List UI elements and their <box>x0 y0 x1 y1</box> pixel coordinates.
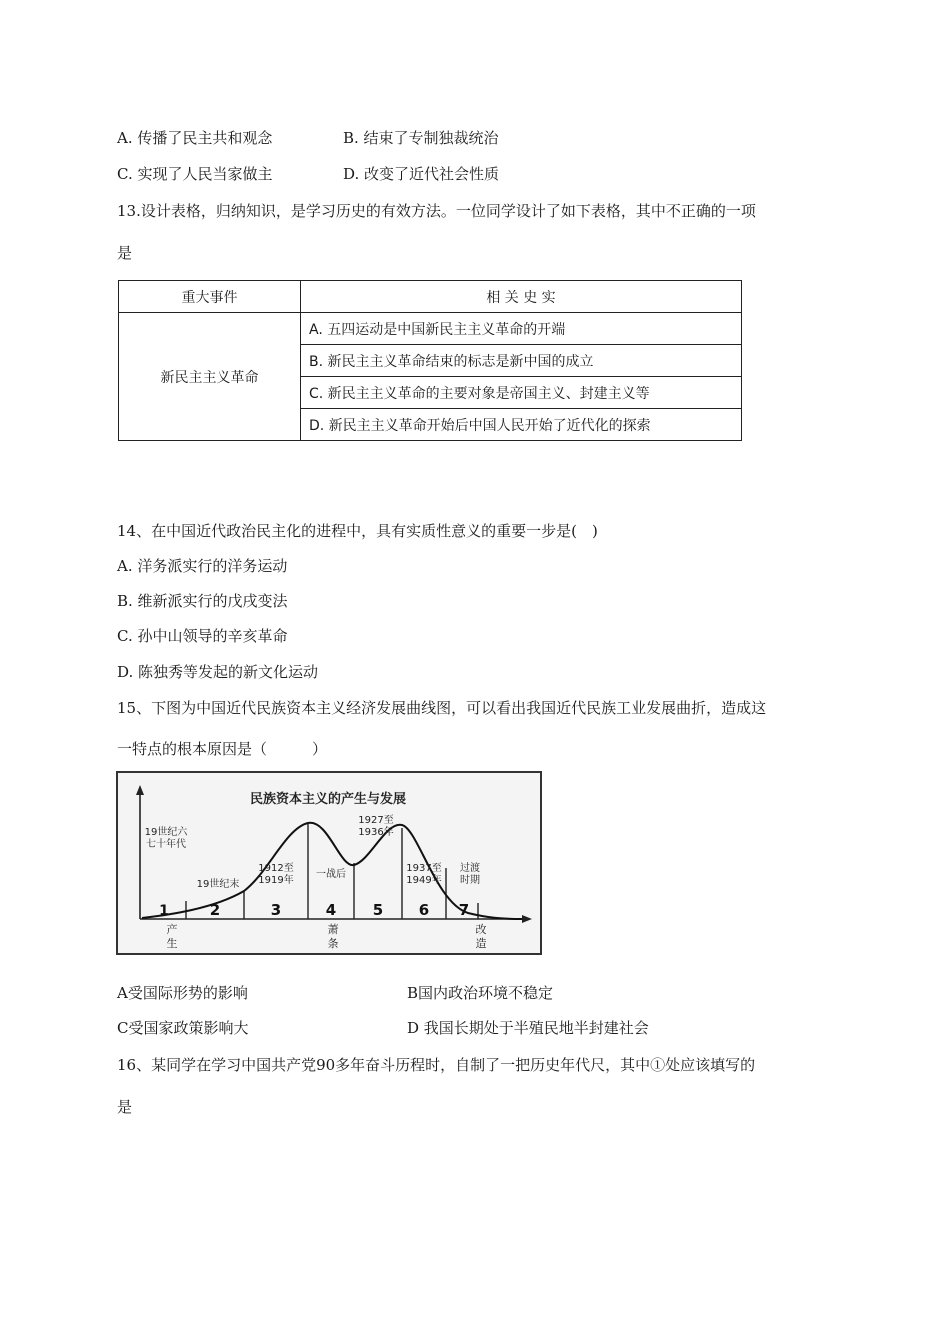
table-fact-c: C. 新民主主义革命的主要对象是帝国主义、封建主义等 <box>301 377 742 409</box>
label-start-2: 七十年代 <box>146 839 186 850</box>
x-axis-arrow <box>522 915 532 923</box>
q12-option-a: A. 传播了民主共和观念 <box>117 129 273 147</box>
label-start-1: 19世纪六 <box>144 827 188 838</box>
q16-stem-cont: 是 <box>117 1098 133 1116</box>
table-fact-d: D. 新民主主义革命开始后中国人民开始了近代化的探索 <box>301 409 742 441</box>
table-fact-b: B. 新民主主义革命结束的标志是新中国的成立 <box>301 345 742 377</box>
figure-title: 民族资本主义的产生与发展 <box>249 792 407 807</box>
label-1912-2: 1919年 <box>258 875 294 886</box>
bottom-birth-2: 生 <box>166 937 178 950</box>
q15-option-d: D 我国长期处于半殖民地半封建社会 <box>407 1019 649 1037</box>
table-fact-a: A. 五四运动是中国新民主主义革命的开端 <box>301 313 742 345</box>
label-1927-2: 1936年 <box>358 827 394 838</box>
q14-option-c: C. 孙中山领导的辛亥革命 <box>117 627 288 645</box>
q14-option-a: A. 洋务派实行的洋务运动 <box>117 557 288 575</box>
bottom-birth-1: 产 <box>166 923 178 936</box>
q15-option-a: A受国际形势的影响 <box>117 984 248 1002</box>
label-trans-1: 过渡 <box>460 863 480 874</box>
q12-option-b: B. 结束了专制独裁统治 <box>343 129 499 147</box>
label-1937-1: 1937至 <box>406 863 442 874</box>
table-event-cell: 新民主主义革命 <box>119 313 301 441</box>
q14-stem: 14、在中国近代政治民主化的进程中，具有实质性意义的重要一步是( ) <box>117 522 598 540</box>
q15-option-b: B国内政治环境不稳定 <box>407 984 554 1002</box>
q15-stem-cont: 一特点的根本原因是（ ） <box>117 740 328 758</box>
label-1937-2: 1949年 <box>406 875 442 886</box>
q16-stem: 16、某同学在学习中国共产党90多年奋斗历程时，自制了一把历史年代尺，其中①处应该填写的 <box>117 1056 756 1074</box>
q12-option-c: C. 实现了人民当家做主 <box>117 165 273 183</box>
label-trans-2: 时期 <box>460 875 480 886</box>
q13-stem: 13.设计表格，归纳知识，是学习历史的有效方法。一位同学设计了如下表格，其中不正确的一项 <box>117 202 756 220</box>
label-1927-1: 1927至 <box>358 815 394 826</box>
bottom-reform-2: 造 <box>475 937 487 950</box>
segment-number: 3 <box>270 901 282 919</box>
bottom-reform-1: 改 <box>475 923 487 936</box>
curve-svg <box>118 773 540 953</box>
q15-stem: 15、下图为中国近代民族资本主义经济发展曲线图，可以看出我国近代民族工业发展曲折，造成这 <box>117 699 767 717</box>
q12-option-d: D. 改变了近代社会性质 <box>343 165 500 183</box>
segment-number: 4 <box>325 901 337 919</box>
label-1912-1: 1912至 <box>258 863 294 874</box>
q15-curve-figure <box>116 771 542 955</box>
segment-number: 2 <box>209 901 221 919</box>
label-end19: 19世纪末 <box>196 879 240 890</box>
q13-stem-cont: 是 <box>117 244 133 262</box>
table-header-event: 重大事件 <box>119 281 301 313</box>
segment-number: 1 <box>159 903 169 919</box>
q13-table <box>118 280 742 441</box>
q14-option-b: B. 维新派实行的戊戌变法 <box>117 592 288 610</box>
label-war: 一战后 <box>316 869 346 880</box>
segment-number: 6 <box>418 901 430 919</box>
q14-option-d: D. 陈独秀等发起的新文化运动 <box>117 663 319 681</box>
segment-number: 7 <box>458 901 470 919</box>
bottom-decline-2: 条 <box>327 937 339 950</box>
q15-option-c: C受国家政策影响大 <box>117 1019 249 1037</box>
table-header-facts: 相 关 史 实 <box>301 281 742 313</box>
segment-number: 5 <box>372 901 384 919</box>
y-axis-arrow <box>136 785 144 795</box>
bottom-decline-1: 萧 <box>327 923 339 936</box>
